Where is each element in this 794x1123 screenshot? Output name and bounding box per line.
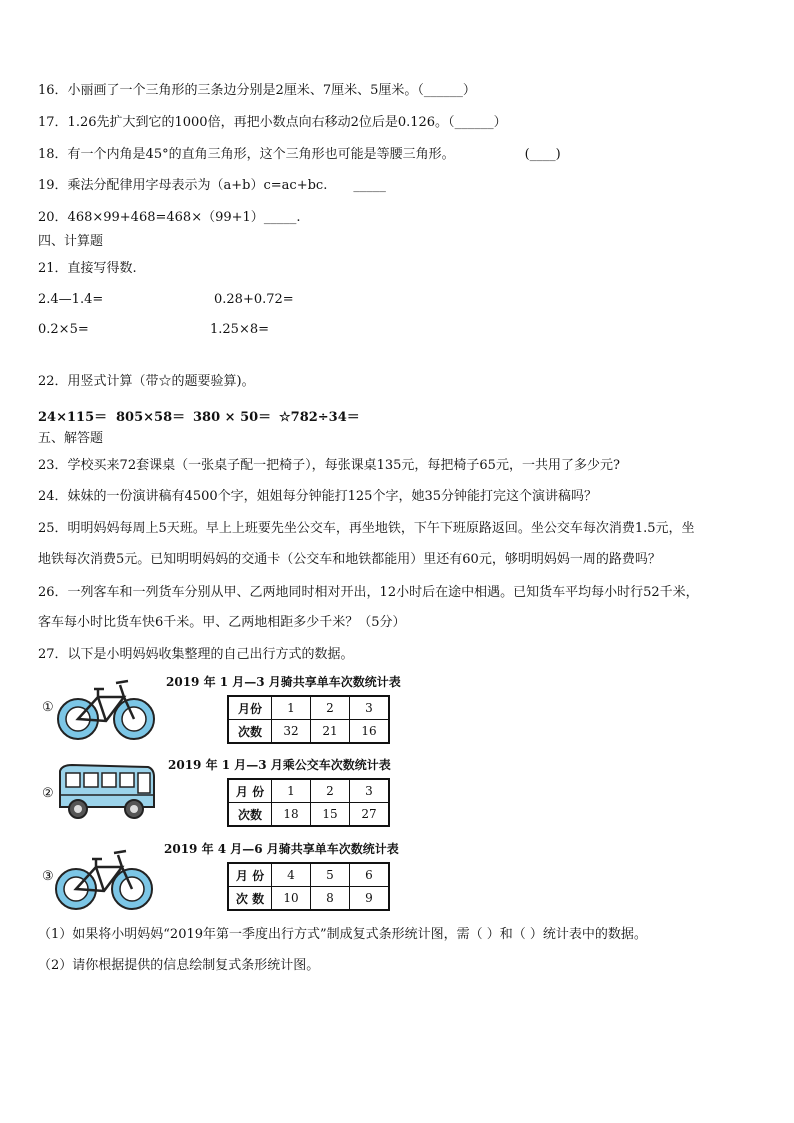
cell: 18 [272, 803, 311, 827]
calc-item: 0.2×5= [38, 322, 89, 337]
cell: 3 [350, 779, 390, 803]
table-title-1: 2019 年 1 月—3 月骑共享单车次数统计表 [166, 675, 401, 689]
question-25-line2: 地铁每次消费5元。已知明明妈妈的交通卡（公交车和地铁都能用）里还有60元，够明明妈妈一周的路费吗？ [38, 552, 661, 567]
stats-table-2 [227, 778, 390, 827]
bicycle-icon [54, 673, 158, 743]
sub-question-2: （2）请你根据提供的信息绘制复式条形统计图。 [38, 958, 320, 973]
cell: 1 [272, 779, 311, 803]
cell: 4 [272, 863, 311, 887]
question-17: 17．1.26先扩大到它的1000倍，再把小数点向右移动2位后是0.126。（______） [38, 115, 507, 130]
stats-table-1 [227, 695, 390, 744]
bus-icon [56, 763, 158, 823]
answer-blank[interactable]: _____ [263, 210, 297, 225]
question-22: 22．用竖式计算（带☆的题要验算)。 [38, 374, 255, 389]
question-27: 27．以下是小明妈妈收集整理的自己出行方式的数据。 [38, 647, 354, 662]
cell: 16 [350, 720, 390, 744]
question-16: 16．小丽画了一个三角形的三条边分别是2厘米、7厘米、5厘米。（______） [38, 83, 476, 98]
question-18: 18．有一个内角是45°的直角三角形，这个三角形也可能是等腰三角形。 (____) [38, 147, 561, 162]
answer-blank[interactable]: ______ [454, 115, 494, 130]
cell: 10 [272, 887, 311, 911]
answer-blank[interactable]: ______ [423, 83, 463, 98]
cell: 3 [350, 696, 390, 720]
cell: 5 [311, 863, 350, 887]
cell: 9 [350, 887, 390, 911]
question-20: 20．468×99+468=468×（99+1）_____. [38, 210, 301, 225]
question-21: 21．直接写得数. [38, 261, 137, 276]
row-label: 次 数 [228, 887, 272, 911]
question-26-line1: 26．一列客车和一列货车分别从甲、乙两地同时相对开出，12小时后在途中相遇。已知货车平均每小时行52千米， [38, 585, 699, 600]
marker-1: ① [42, 700, 54, 715]
table-title-2: 2019 年 1 月—3 月乘公交车次数统计表 [168, 758, 391, 772]
vertical-calc-item: 380 × 50＝ [193, 410, 272, 425]
table-title-3: 2019 年 4 月—6 月骑共享单车次数统计表 [164, 842, 399, 856]
section-heading-solve: 五、解答题 [38, 431, 104, 446]
cell: 32 [272, 720, 311, 744]
vertical-calc-item: ☆782÷34＝ [279, 410, 360, 425]
cell: 2 [311, 696, 350, 720]
answer-blank[interactable]: _____ [353, 178, 386, 193]
calc-item: 1.25×8= [210, 322, 270, 337]
row-label: 次数 [228, 720, 272, 744]
marker-3: ③ [42, 869, 54, 884]
cell: 27 [350, 803, 390, 827]
calc-item: 0.28+0.72= [214, 292, 294, 307]
question-25-line1: 25．明明妈妈每周上5天班。早上上班要先坐公交车，再坐地铁，下午下班原路返回。坐公交车每次消费1.5元，坐 [38, 521, 695, 536]
cell: 6 [350, 863, 390, 887]
cell: 8 [311, 887, 350, 911]
question-26-line2: 客车每小时比货车快6千米。甲、乙两地相距多少千米？（5分） [38, 615, 406, 630]
row-label: 次数 [228, 803, 272, 827]
cell: 15 [311, 803, 350, 827]
sub-question-1: （1）如果将小明妈妈“2019年第一季度出行方式”制成复式条形统计图，需（ ）和（ ）统计表中的数据。 [38, 927, 647, 942]
cell: 1 [272, 696, 311, 720]
stats-table-3 [227, 862, 390, 911]
row-label: 月 份 [228, 779, 272, 803]
vertical-calc-item: 805×58＝ [116, 410, 186, 425]
row-label: 月份 [228, 696, 272, 720]
question-23: 23．学校买来72套课桌（一张桌子配一把椅子），每张课桌135元，每把椅子65元，一共用了多少元? [38, 458, 620, 473]
cell: 21 [311, 720, 350, 744]
question-24: 24．妹妹的一份演讲稿有4500个字，姐姐每分钟能打125个字，她35分钟能打完这个演讲稿吗？ [38, 489, 597, 504]
bicycle-icon [52, 843, 156, 913]
section-heading-calc: 四、计算题 [38, 234, 104, 249]
cell: 2 [311, 779, 350, 803]
question-19: 19．乘法分配律用字母表示为（a+b）c=ac+bc. _____ [38, 178, 386, 193]
vertical-calc-item: 24×115＝ [38, 410, 108, 425]
marker-2: ② [42, 786, 54, 801]
answer-blank[interactable]: (____) [524, 147, 561, 162]
calc-item: 2.4—1.4= [38, 292, 104, 307]
row-label: 月 份 [228, 863, 272, 887]
